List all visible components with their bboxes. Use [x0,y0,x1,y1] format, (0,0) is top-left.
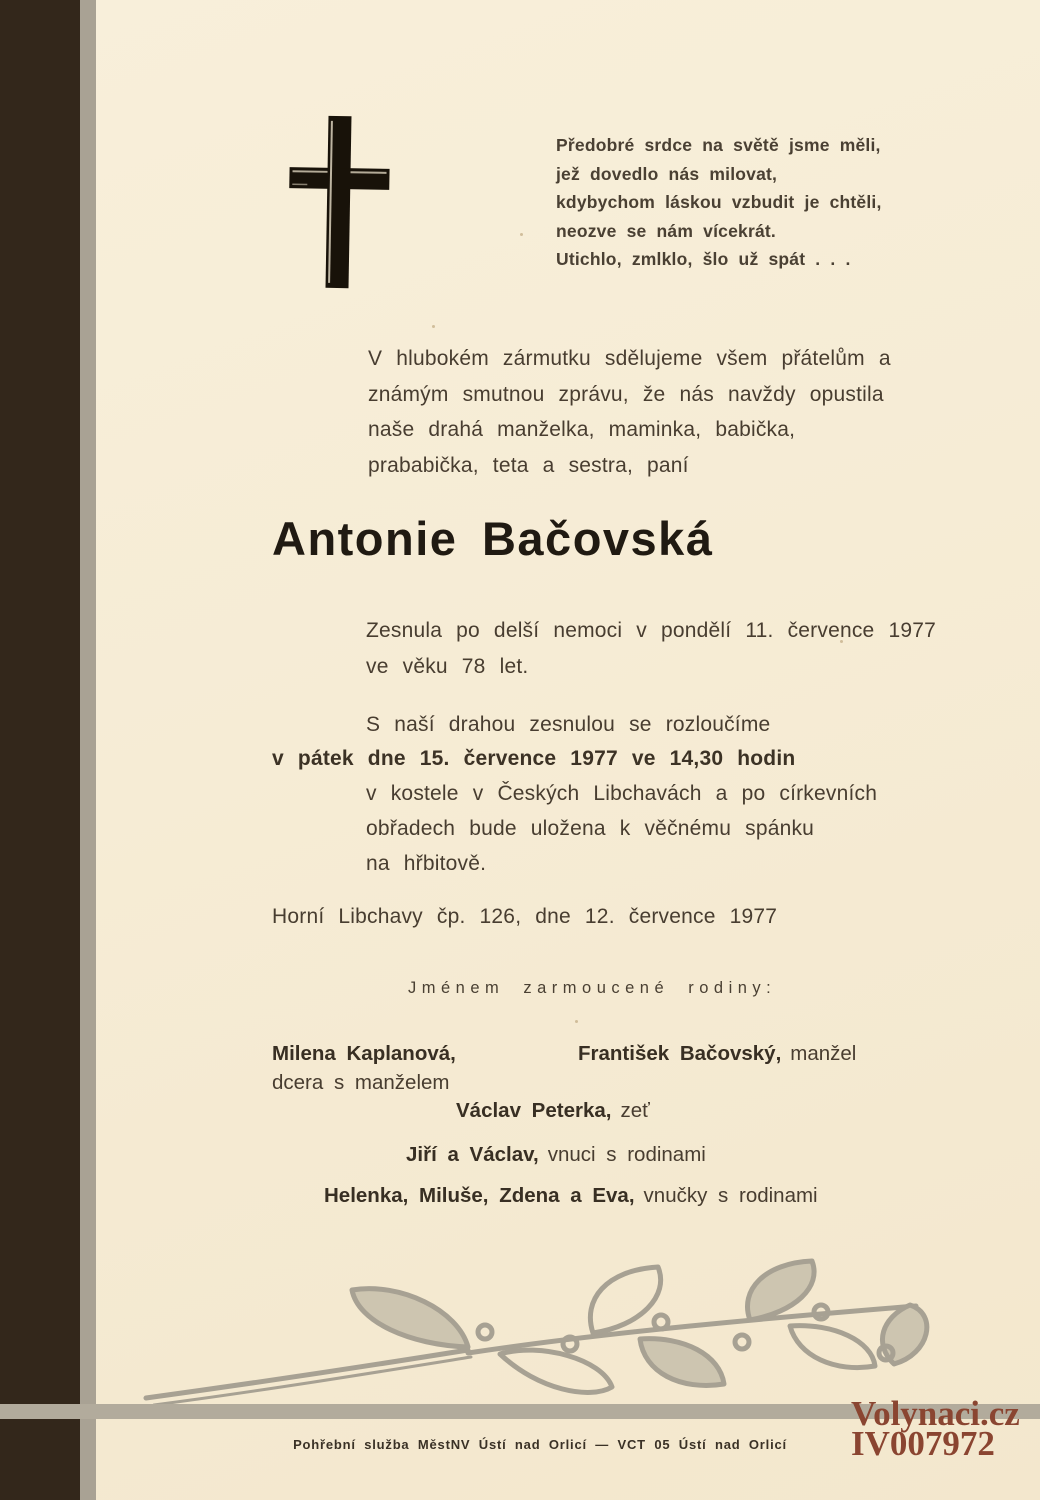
death-info-line: ve věku 78 let. [366,654,529,678]
family-member-name: Václav Peterka, [456,1099,612,1122]
family-member-role: vnuci s rodinami [547,1143,706,1166]
paper-speck [432,325,435,328]
death-info-line: Zesnula po delší nemoci v pondělí 11. července 1977 [366,619,936,642]
announcement-line: naše drahá manželka, maminka, babička, [368,418,796,441]
family-row-daughter [272,1042,456,1095]
family-row-son-in-law [456,1099,650,1123]
family-heading: Jménem zarmoucené rodiny: [408,979,777,997]
family-member-name: Milena Kaplanová, [272,1042,456,1065]
binding-dark-bar [0,0,80,1500]
family-member-role: manžel [790,1042,857,1065]
family-member-name: Jiří a Václav, [406,1143,539,1166]
funeral-cemetery-line: na hřbitově. [366,852,487,875]
family-row-granddaughters [324,1184,818,1208]
funeral-datetime-line: v pátek dne 15. července 1977 ve 14,30 hodin [272,747,796,770]
archive-stamp-id: IV007972 [851,1424,995,1463]
archive-stamp [851,1394,1020,1463]
binding-gray-strip [80,0,96,1500]
laurel-branch-icon [138,1232,938,1404]
funeral-intro-line: S naší drahou zesnulou se rozloučíme [366,713,771,736]
poem-line: Utichlo, zmlklo, šlo už spát . . . [556,249,851,269]
funeral-burial-line: obřadech bude uložena k věčnému spánku [366,817,815,840]
funeral-church-line: v kostele v Českých Libchavách a po církevních [366,782,878,805]
printer-footer: Pohřební služba MěstNV Ústí nad Orlicí — VCT 05 Ústí nad Orlicí [293,1437,787,1452]
announcement-line: V hlubokém zármutku sdělujeme všem přátelům a [368,347,891,370]
family-row-husband [578,1042,856,1066]
paper-speck [575,1020,578,1023]
poem-line: kdybychom láskou vzbudit je chtěli, [556,192,882,212]
latin-cross-icon [283,112,393,292]
announcement-line: prababička, teta a sestra, paní [368,453,689,477]
family-row-grandsons [406,1143,706,1167]
paper-speck [520,233,523,236]
poem-line: Předobré srdce na světě jsme měli, [556,135,881,155]
announcement-paragraph [368,341,891,483]
poem-line: neozve se nám vícekrát. [556,220,776,241]
death-info [366,613,936,684]
announcement-line: známým smutnou zprávu, že nás navždy opustila [368,382,884,406]
poem-line: jež dovedlo nás milovat, [556,163,778,184]
place-date-line: Horní Libchavy čp. 126, dne 12. července 1977 [272,905,778,928]
mourning-poem [556,131,882,274]
deceased-name-headline: Antonie Bačovská [272,512,714,565]
family-member-role: vnučky s rodinami [643,1184,818,1207]
archive-stamp-site: Volynaci.cz [851,1394,1020,1433]
family-member-role: zeť [620,1099,650,1122]
family-member-role: dcera s manželem [272,1071,450,1094]
family-member-name: František Bačovský, [578,1042,782,1065]
family-member-name: Helenka, Miluše, Zdena a Eva, [324,1184,635,1207]
